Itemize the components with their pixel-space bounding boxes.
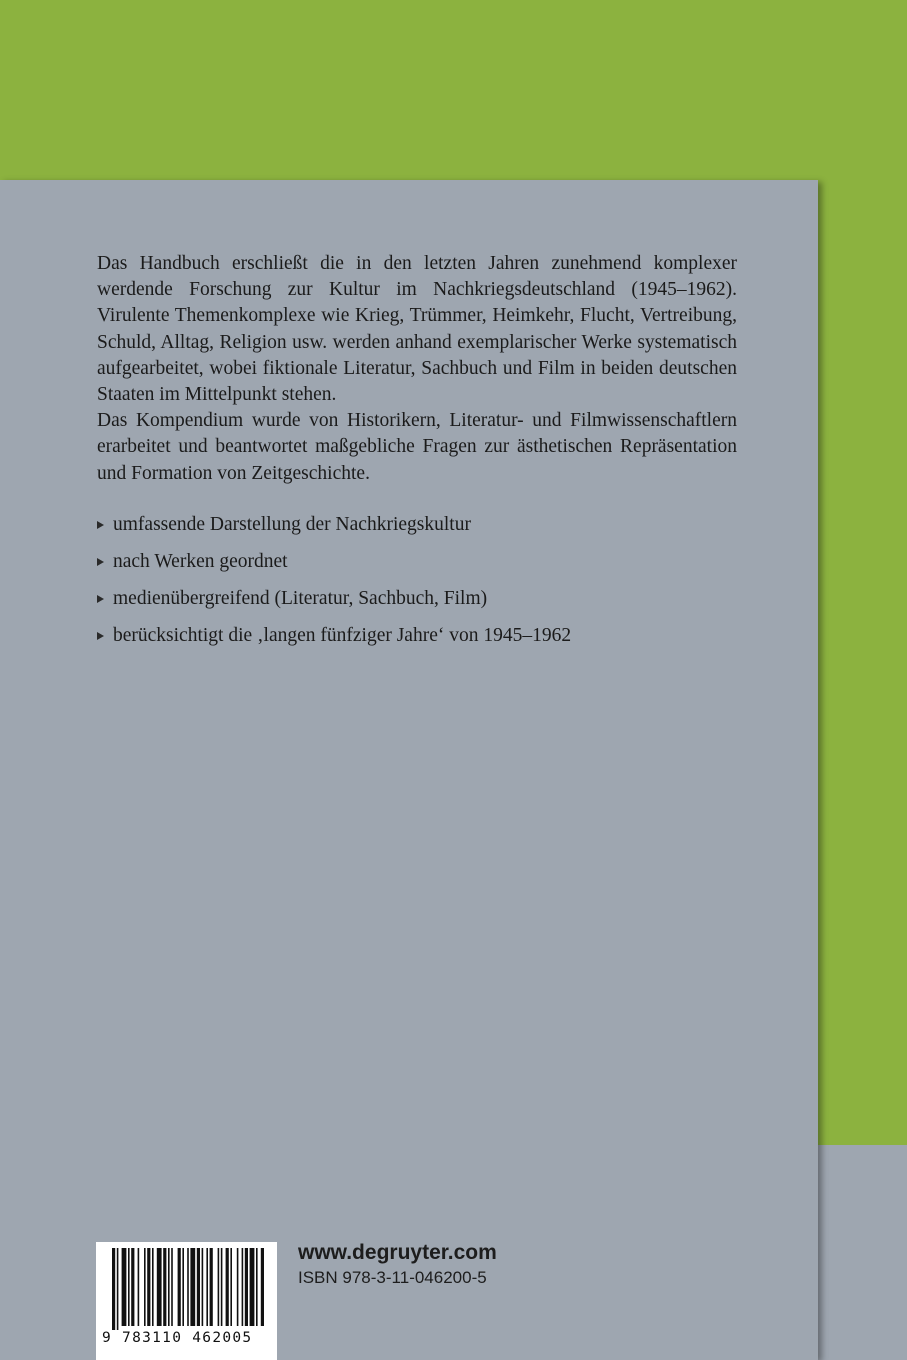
publisher-url: www.degruyter.com xyxy=(298,1241,497,1264)
barcode-bar xyxy=(168,1248,170,1326)
barcode-bar xyxy=(221,1248,223,1326)
barcode-bar xyxy=(245,1248,248,1326)
feature-list-item-label: medienübergreifend (Literatur, Sachbuch, Film) xyxy=(113,588,488,609)
triangle-bullet-icon xyxy=(97,595,104,603)
feature-list-item-label: umfassende Darstellung der Nachkriegskultur xyxy=(113,514,471,535)
barcode-bar xyxy=(256,1248,258,1326)
barcode-bar xyxy=(250,1248,255,1326)
isbn-barcode xyxy=(96,1242,277,1360)
barcode-bar xyxy=(178,1248,181,1326)
barcode-bar xyxy=(218,1248,220,1326)
barcode-bar xyxy=(210,1248,213,1326)
barcode-digits: 9 783110 462005 xyxy=(102,1330,253,1346)
barcode-bar xyxy=(187,1248,189,1326)
triangle-bullet-icon xyxy=(97,521,104,529)
barcode-bar xyxy=(128,1248,130,1326)
barcode-bar xyxy=(157,1248,162,1326)
barcode-bar xyxy=(138,1248,140,1326)
publisher-info xyxy=(298,1240,497,1290)
barcode-bar xyxy=(202,1248,204,1326)
barcode-bar xyxy=(122,1248,127,1326)
triangle-bullet-icon xyxy=(97,632,104,640)
barcode-bar xyxy=(182,1248,184,1326)
barcode-bar xyxy=(152,1248,154,1326)
feature-list xyxy=(97,512,737,660)
feature-list-item xyxy=(97,512,737,549)
barcode-bar xyxy=(171,1248,173,1326)
feature-list-item xyxy=(97,586,737,623)
isbn-number: ISBN 978-3-11-046200-5 xyxy=(298,1268,487,1287)
barcode-bar xyxy=(163,1248,166,1326)
blurb-paragraph-1: Das Handbuch erschließt die in den letzten Jahren zunehmend komplexer werdende Forschung zur Kultur im Nachkriegsdeutschland (1945–1962). Virulente Themenkomplexe wie Krieg, Trümmer, Heimkehr, Flucht, Vertreibung, Schuld, Alltag, Religion usw. werden anhand exemplarischer Werke systematisch aufgearbeitet, wobei fiktionale Literatur, Sachbuch und Film in beiden deutschen Staaten im Mittelpunkt stehen. xyxy=(97,253,737,406)
feature-list-item-label: berücksichtigt die ‚langen fünfziger Jahre‘ von 1945–1962 xyxy=(113,625,572,646)
blurb-text xyxy=(97,251,737,487)
barcode-bar xyxy=(112,1248,115,1330)
barcode-bar xyxy=(147,1248,150,1326)
triangle-bullet-icon xyxy=(97,558,104,566)
barcode-bar xyxy=(190,1248,195,1326)
barcode-bars xyxy=(96,1242,277,1330)
barcode-bar xyxy=(131,1248,134,1326)
barcode-bar xyxy=(242,1248,244,1326)
feature-list-item-label: nach Werken geordnet xyxy=(113,551,288,572)
barcode-bar xyxy=(144,1248,146,1326)
barcode-bar xyxy=(117,1248,119,1330)
barcode-bar xyxy=(230,1248,232,1326)
feature-list-item xyxy=(97,623,737,660)
feature-list-item xyxy=(97,549,737,586)
barcode-bar xyxy=(197,1248,200,1326)
blurb-paragraph-2: Das Kompendium wurde von Historikern, Literatur- und Filmwissenschaftlern erarbeitet und beantwortet maßgebliche Fragen zur ästhetischen Repräsentation und Formation von Zeitgeschichte. xyxy=(97,410,737,484)
barcode-bar xyxy=(206,1248,208,1326)
barcode-bar xyxy=(261,1248,264,1326)
barcode-bar xyxy=(237,1248,239,1326)
barcode-bar xyxy=(226,1248,229,1326)
